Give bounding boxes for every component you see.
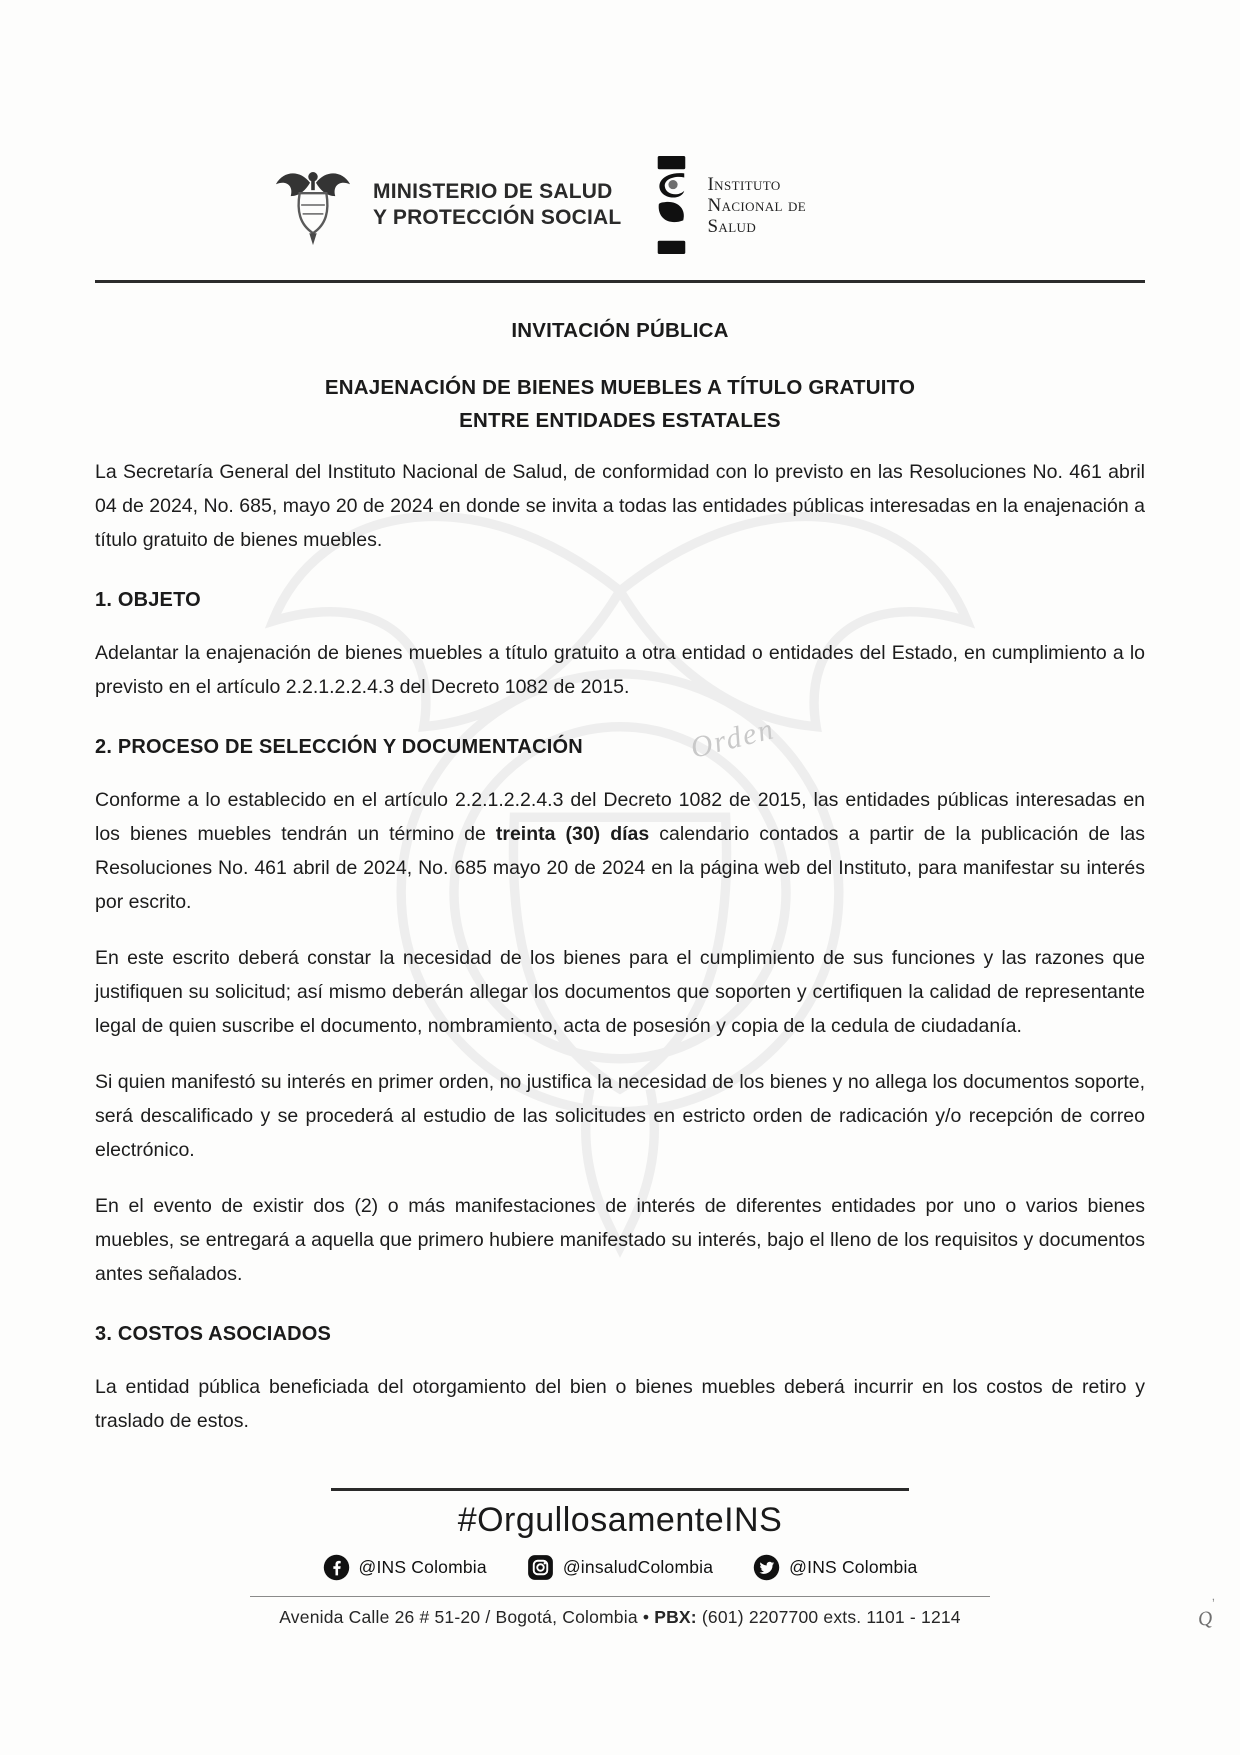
ins-logo-group	[651, 156, 806, 254]
facebook-handle: @INS Colombia	[358, 1557, 487, 1577]
social-media-row	[0, 1554, 1240, 1581]
s2p1-text-a: Conforme a lo establecido en el artículo 2.2.1.2.2.4.3 del Decreto 1082 de 2015, las entidades públicas interesadas en los bienes muebles tendrán un término de	[95, 789, 1145, 845]
s2p1-bold-term: treinta (30) días	[495, 823, 650, 845]
footer-thin-rule	[250, 1596, 990, 1597]
instagram-handle: @insaludColombia	[562, 1557, 714, 1577]
twitter-handle: @INS Colombia	[789, 1557, 918, 1577]
ministry-name-line2: Y PROTECCIÓN SOCIAL	[373, 206, 622, 229]
document-header	[267, 0, 1145, 254]
footer-top-rule	[331, 1488, 909, 1491]
ministry-name	[373, 179, 621, 231]
address-text-c: (601) 2207700 exts. 1101 - 1214	[696, 1607, 961, 1627]
intro-paragraph: La Secretaría General del Instituto Nacional de Salud, de conformidad con lo previsto en las Resoluciones No. 461 abril 04 de 2024, No. 685, mayo 20 de 2024 en donde se invita a todas las entidades públicas interesadas en la enajenación a título gratuito de bienes muebles.	[95, 461, 1145, 551]
s2p1-text-c: calendario contados a partir de la publicación de las Resoluciones No. 461 abril de 2024, No. 685 mayo 20 de 2024 en la página web del Instituto, para manifestar su interés por escrito.	[95, 823, 1145, 913]
section-1-heading: 1. OBJETO	[95, 589, 201, 611]
instagram-icon	[527, 1554, 554, 1581]
twitter-icon	[753, 1554, 780, 1581]
social-item-instagram	[527, 1554, 713, 1581]
section-2-heading: 2. PROCESO DE SELECCIÓN Y DOCUMENTACIÓN	[95, 736, 583, 758]
address-pbx-label: PBX:	[654, 1607, 697, 1627]
section-2-paragraph-2: En este escrito deberá constar la necesidad de los bienes para el cumplimiento de sus funciones y las razones que justifiquen su solicitud; así mismo deberán allegar los documentos que soporten y certifiquen la calidad de representante legal de quien suscribe el documento, nombramiento, acta de posesión y copia de la cedula de ciudadanía.	[95, 947, 1145, 1037]
social-item-facebook	[323, 1554, 487, 1581]
page-title: INVITACIÓN PÚBLICA	[511, 319, 729, 342]
social-item-twitter	[753, 1554, 917, 1581]
page-footer	[0, 1488, 1240, 1628]
ministry-name-line1: MINISTERIO DE SALUD	[373, 180, 613, 203]
subtitle-line2: ENTRE ENTIDADES ESTATALES	[459, 409, 781, 432]
pen-mark: Q	[1196, 1606, 1215, 1632]
subtitle-line1: ENAJENACIÓN DE BIENES MUEBLES A TÍTULO GRATUITO	[324, 376, 916, 399]
ministry-logo-group	[267, 159, 621, 251]
header-divider	[95, 280, 1145, 283]
ins-name-line2: Nacional de	[707, 194, 807, 216]
section-2-paragraph-1	[95, 783, 1145, 919]
ins-logo-icon	[651, 156, 693, 254]
ins-name-line3: Salud	[707, 215, 757, 237]
footer-address	[0, 1607, 1240, 1628]
address-text-a: Avenida Calle 26 # 51-20 / Bogotá, Colombia •	[279, 1607, 655, 1627]
section-3-paragraph: La entidad pública beneficiada del otorgamiento del bien o bienes muebles deberá incurrir en los costos de retiro y traslado de estos.	[95, 1376, 1145, 1432]
footer-hashtag: #OrgullosamenteINS	[457, 1501, 783, 1539]
document-subtitle	[95, 371, 1145, 437]
ins-name-line1: Instituto	[707, 173, 781, 195]
colombia-coat-of-arms-icon	[267, 159, 359, 251]
watermark-orden-text: Orden	[687, 712, 779, 765]
ins-name	[707, 174, 806, 237]
section-1-paragraph: Adelantar la enajenación de bienes muebles a título gratuito a otra entidad o entidades del Estado, en cumplimiento a lo previsto en el artículo 2.2.1.2.2.4.3 del Decreto 1082 de 2015.	[95, 642, 1145, 698]
section-2-paragraph-3: Si quien manifestó su interés en primer orden, no justifica la necesidad de los bienes y no allega los documentos soporte, será descalificado y se procederá al estudio de las solicitudes en estricto orden de radicación y/o recepción de correo electrónico.	[95, 1071, 1145, 1161]
section-3-heading: 3. COSTOS ASOCIADOS	[95, 1323, 332, 1345]
facebook-icon	[323, 1554, 350, 1581]
section-2-paragraph-4: En el evento de existir dos (2) o más manifestaciones de interés de diferentes entidades por uno o varios bienes muebles, se entregará a aquella que primero hubiere manifestado su interés, bajo el lleno de los requisitos y documentos antes señalados.	[95, 1195, 1145, 1285]
pen-mark-dot: ʼ	[1212, 1596, 1215, 1611]
